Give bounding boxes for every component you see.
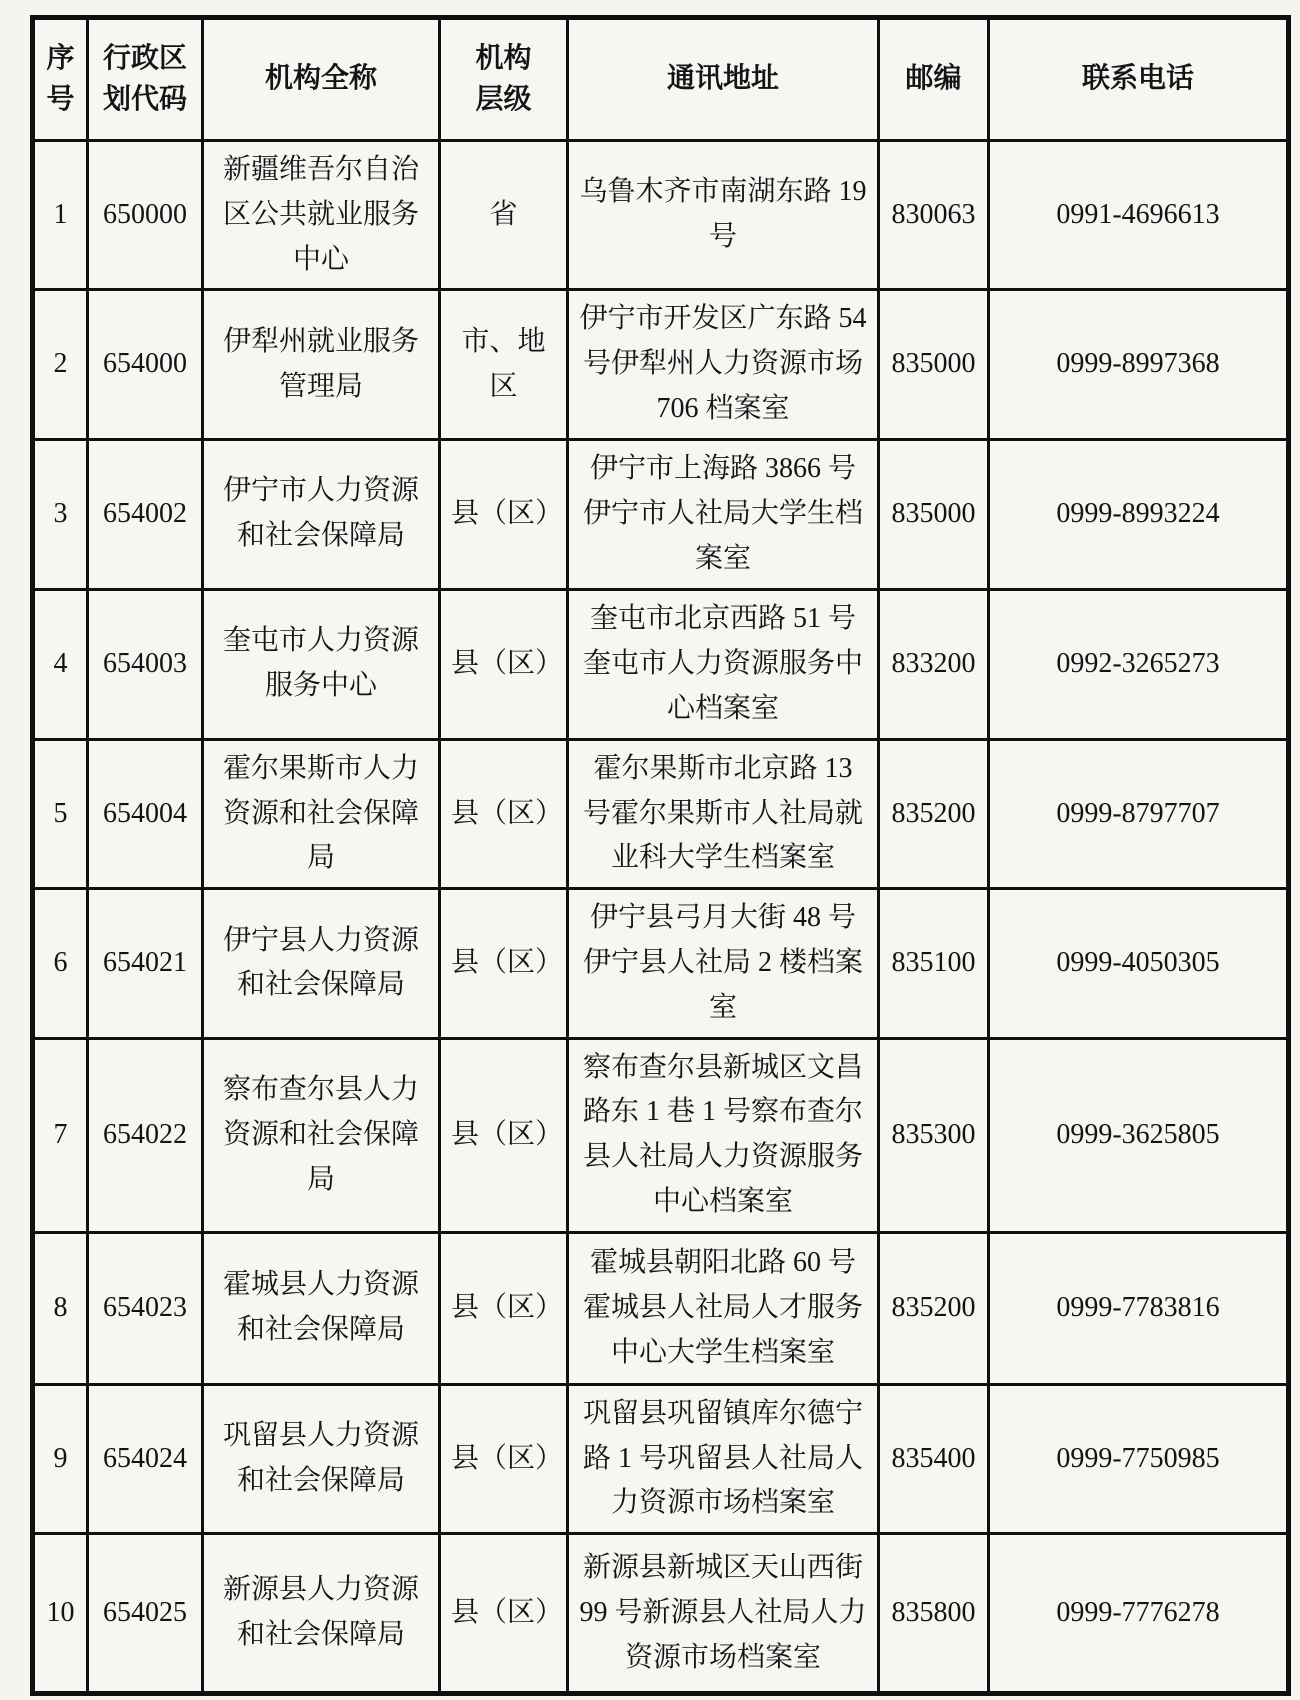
cell-zip: 835300 <box>879 1038 989 1232</box>
table-row <box>33 290 1289 439</box>
column-header-level-label: 机构层级 <box>475 42 532 115</box>
cell-zip: 835400 <box>879 1384 989 1533</box>
cell-code: 654004 <box>88 739 203 888</box>
institutions-table <box>30 15 1291 1696</box>
cell-seq: 4 <box>33 589 88 739</box>
cell-seq: 2 <box>33 290 88 439</box>
cell-address: 伊宁市上海路 3866 号伊宁市人社局大学生档案室 <box>568 439 879 589</box>
cell-phone: 0992-3265273 <box>989 589 1289 739</box>
cell-zip: 835200 <box>879 1232 989 1384</box>
column-header-phone-label: 联系电话 <box>1081 63 1194 95</box>
cell-institution-name: 巩留县人力资源和社会保障局 <box>203 1384 440 1533</box>
cell-phone: 0999-4050305 <box>989 889 1289 1038</box>
cell-institution-name: 伊犁州就业服务管理局 <box>203 290 440 439</box>
table-row <box>33 1534 1289 1694</box>
column-header-code-label: 行政区划代码 <box>102 42 187 115</box>
table-row <box>33 1038 1289 1232</box>
cell-address: 伊宁县弓月大街 48 号伊宁县人社局 2 楼档案室 <box>568 889 879 1038</box>
cell-level: 县（区） <box>440 1038 568 1232</box>
table-row <box>33 739 1289 888</box>
cell-level: 县（区） <box>440 1384 568 1533</box>
cell-address: 巩留县巩留镇库尔德宁路 1 号巩留县人社局人力资源市场档案室 <box>568 1384 879 1533</box>
table-row <box>33 589 1289 739</box>
cell-level: 县（区） <box>440 1534 568 1694</box>
column-header-name-label: 机构全称 <box>264 63 377 95</box>
table-row <box>33 1232 1289 1384</box>
table-row <box>33 141 1289 290</box>
cell-code: 654003 <box>88 589 203 739</box>
cell-level: 省 <box>440 141 568 290</box>
cell-institution-name: 新疆维吾尔自治区公共就业服务中心 <box>203 141 440 290</box>
cell-seq: 9 <box>33 1384 88 1533</box>
cell-code: 654021 <box>88 889 203 1038</box>
column-header-phone <box>989 18 1289 141</box>
cell-seq: 5 <box>33 739 88 888</box>
column-header-name <box>203 18 440 141</box>
cell-institution-name: 新源县人力资源和社会保障局 <box>203 1534 440 1694</box>
cell-address: 乌鲁木齐市南湖东路 19 号 <box>568 141 879 290</box>
cell-level: 市、地区 <box>440 290 568 439</box>
header-row <box>33 18 1289 141</box>
cell-code: 654025 <box>88 1534 203 1694</box>
cell-phone: 0999-8993224 <box>989 439 1289 589</box>
column-header-address-label: 通讯地址 <box>666 63 779 95</box>
cell-zip: 835000 <box>879 290 989 439</box>
cell-code: 654000 <box>88 290 203 439</box>
cell-phone: 0999-8797707 <box>989 739 1289 888</box>
cell-code: 650000 <box>88 141 203 290</box>
cell-address: 奎屯市北京西路 51 号奎屯市人力资源服务中心档案室 <box>568 589 879 739</box>
cell-institution-name: 伊宁市人力资源和社会保障局 <box>203 439 440 589</box>
cell-level: 县（区） <box>440 439 568 589</box>
cell-level: 县（区） <box>440 739 568 888</box>
cell-seq: 3 <box>33 439 88 589</box>
cell-zip: 835800 <box>879 1534 989 1694</box>
table-row <box>33 439 1289 589</box>
cell-seq: 6 <box>33 889 88 1038</box>
cell-address: 霍尔果斯市北京路 13 号霍尔果斯市人社局就业科大学生档案室 <box>568 739 879 888</box>
cell-institution-name: 霍城县人力资源和社会保障局 <box>203 1232 440 1384</box>
cell-address: 察布查尔县新城区文昌路东 1 巷 1 号察布查尔县人社局人力资源服务中心档案室 <box>568 1038 879 1232</box>
cell-institution-name: 奎屯市人力资源服务中心 <box>203 589 440 739</box>
column-header-zip <box>879 18 989 141</box>
cell-code: 654024 <box>88 1384 203 1533</box>
column-header-seq <box>33 18 88 141</box>
table-row <box>33 1384 1289 1533</box>
cell-code: 654022 <box>88 1038 203 1232</box>
cell-zip: 835100 <box>879 889 989 1038</box>
cell-phone: 0999-3625805 <box>989 1038 1289 1232</box>
cell-phone: 0999-7783816 <box>989 1232 1289 1384</box>
cell-seq: 8 <box>33 1232 88 1384</box>
cell-zip: 835200 <box>879 739 989 888</box>
cell-phone: 0999-7776278 <box>989 1534 1289 1694</box>
cell-level: 县（区） <box>440 1232 568 1384</box>
column-header-level <box>440 18 568 141</box>
cell-phone: 0999-7750985 <box>989 1384 1289 1533</box>
cell-seq: 1 <box>33 141 88 290</box>
column-header-address <box>568 18 879 141</box>
column-header-zip-label: 邮编 <box>905 63 962 95</box>
cell-level: 县（区） <box>440 589 568 739</box>
cell-address: 霍城县朝阳北路 60 号霍城县人社局人才服务中心大学生档案室 <box>568 1232 879 1384</box>
cell-zip: 833200 <box>879 589 989 739</box>
cell-phone: 0999-8997368 <box>989 290 1289 439</box>
column-header-code <box>88 18 203 141</box>
cell-address: 新源县新城区天山西街 99 号新源县人社局人力资源市场档案室 <box>568 1534 879 1694</box>
cell-seq: 10 <box>33 1534 88 1694</box>
table-row <box>33 889 1289 1038</box>
column-header-seq-label: 序号 <box>46 42 75 115</box>
cell-institution-name: 察布查尔县人力资源和社会保障局 <box>203 1038 440 1232</box>
cell-code: 654023 <box>88 1232 203 1384</box>
cell-institution-name: 伊宁县人力资源和社会保障局 <box>203 889 440 1038</box>
cell-institution-name: 霍尔果斯市人力资源和社会保障局 <box>203 739 440 888</box>
cell-seq: 7 <box>33 1038 88 1232</box>
cell-zip: 835000 <box>879 439 989 589</box>
cell-level: 县（区） <box>440 889 568 1038</box>
cell-phone: 0991-4696613 <box>989 141 1289 290</box>
cell-code: 654002 <box>88 439 203 589</box>
cell-zip: 830063 <box>879 141 989 290</box>
cell-address: 伊宁市开发区广东路 54 号伊犁州人力资源市场 706 档案室 <box>568 290 879 439</box>
